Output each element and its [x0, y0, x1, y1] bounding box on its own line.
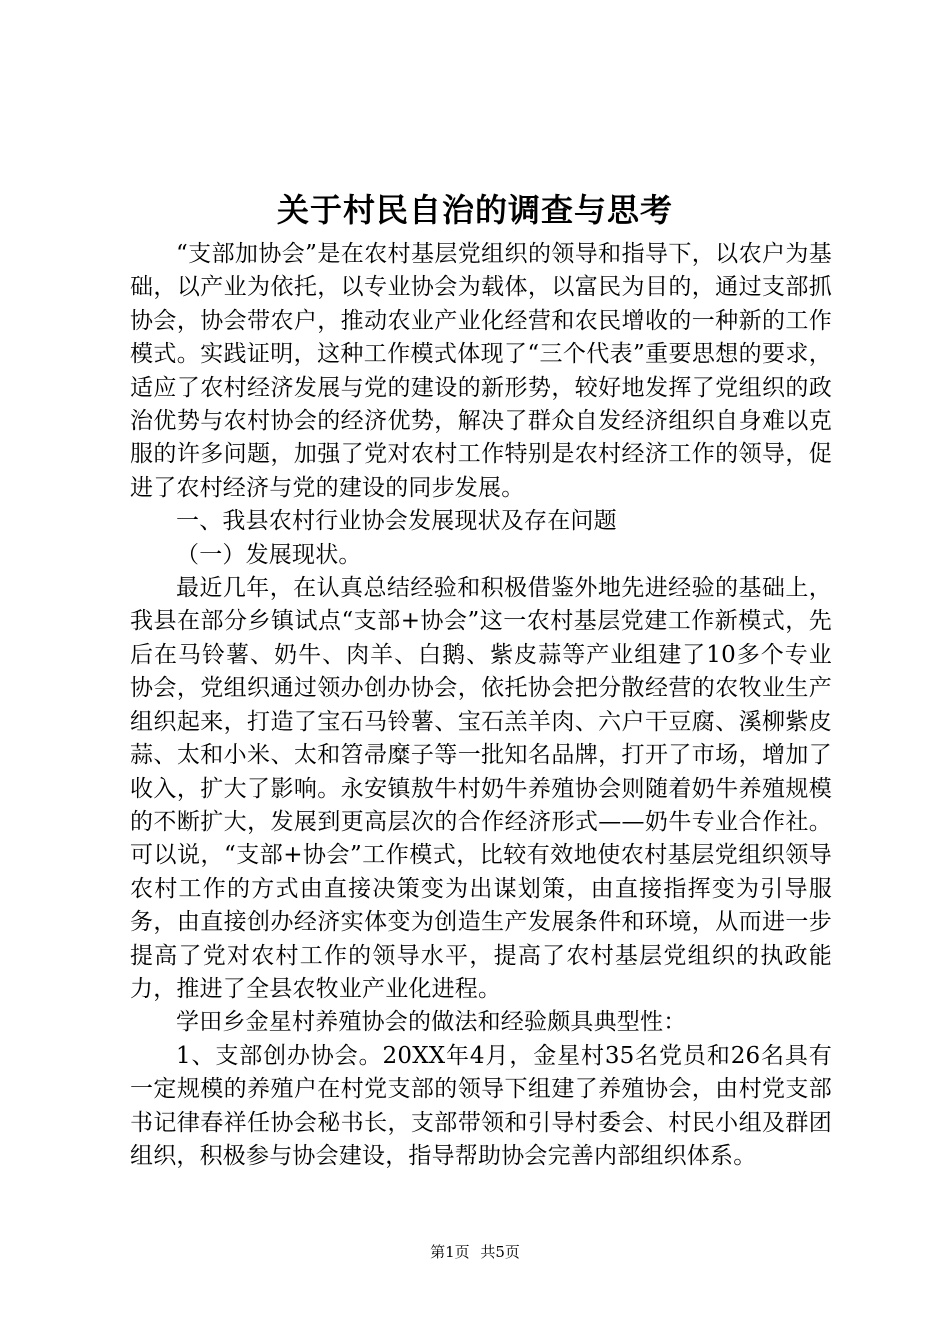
section-heading: 一、我县农村行业协会发展现状及存在问题 — [176, 508, 617, 535]
page-total: 共5页 — [480, 1243, 520, 1261]
paragraph-item-1: 1、支部创办协会。20XX年4月，金星村35名党员和26名具有一定规模的养殖户在村党支部的领导下组建了养殖协会，由村党支部书记律春祥任协会秘书长，支部带领和引导村委会、村民小组及群团组织，积极参与协会建设，指导帮助协会完善内部组织体系。 — [130, 1042, 832, 1169]
paragraph-example-intro: 学田乡金星村养殖协会的做法和经验颇具典型性： — [176, 1009, 687, 1036]
paragraph-intro: “支部加协会”是在农村基层党组织的领导和指导下，以农户为基础，以产业为依托，以专业协会为载体，以富民为目的，通过支部抓协会，协会带农户，推动农业产业化经营和农民增收的一种新的工作模式。实践证明，这种工作模式体现了“三个代表”重要思想的要求，适应了农村经济发展与党的建设的新形势，较好地发挥了党组织的政治优势与农村协会的经济优势，解决了群众自发经济组织自身难以克服的许多问题，加强了党对农村工作特别是农村经济工作的领导，促进了农村经济与党的建设的同步发展。 — [130, 241, 832, 501]
document-body — [130, 238, 832, 1173]
page-number: 第1页 — [430, 1243, 470, 1261]
page-footer — [0, 1242, 950, 1262]
document-title: 关于村民自治的调查与思考 — [276, 191, 673, 229]
paragraph-status: 最近几年，在认真总结经验和积极借鉴外地先进经验的基础上，我县在部分乡镇试点“支部+协会”这一农村基层党建工作新模式，先后在马铃薯、奶牛、肉羊、白鹅、紫皮蒜等产业组建了10多个专业协会，党组织通过领办创办协会，依托协会把分散经营的农牧业生产组织起来，打造了宝石马铃薯、宝石羔羊肉、六户干豆腐、溪柳紫皮蒜、太和小米、太和笤帚糜子等一批知名品牌，打开了市场，增加了收入，扩大了影响。永安镇敖牛村奶牛养殖协会则随着奶牛养殖规模的不断扩大，发展到更高层次的合作经济形式——奶牛专业合作社。可以说，“支部+协会”工作模式，比较有效地使农村基层党组织领导农村工作的方式由直接决策变为出谋划策，由直接指挥变为引导服务，由直接创办经济实体变为创造生产发展条件和环境，从而进一步提高了党对农村工作的领导水平，提高了农村基层党组织的执政能力，推进了全县农牧业产业化进程。 — [130, 575, 832, 1002]
subsection-heading: （一）发展现状。 — [176, 541, 362, 568]
